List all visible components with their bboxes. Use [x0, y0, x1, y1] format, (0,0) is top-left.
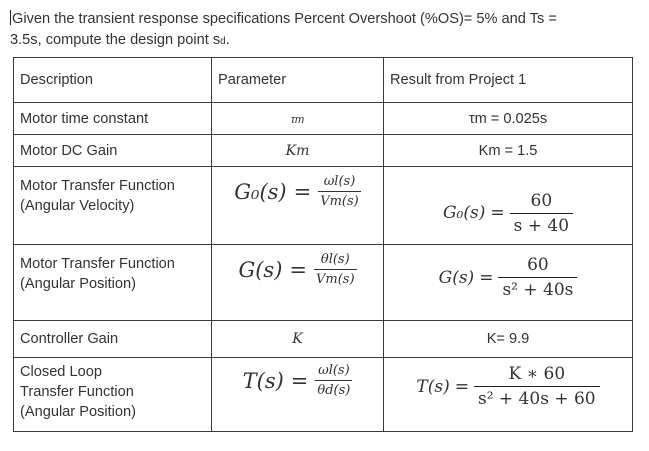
- row-parameter: [212, 167, 384, 245]
- problem-statement: [10, 9, 640, 52]
- table-row: [14, 103, 633, 135]
- row-parameter: [212, 135, 384, 167]
- row-description: Motor DC Gain: [14, 135, 212, 167]
- row-result: [384, 358, 633, 432]
- velocity-tf-result: G₀(s) = $\frac{60}{s + 40}$: [443, 191, 573, 236]
- design-point-subscript: d: [220, 36, 226, 47]
- problem-line-1: Given the transient response specifications Percent Overshoot (%OS)= 5% and Ts =: [12, 11, 557, 27]
- table-row: [14, 135, 633, 167]
- row-parameter: [212, 103, 384, 135]
- velocity-tf-formula: G₀(s) = $\frac{\omega l(s)}{Vm(s)}$: [234, 174, 359, 209]
- row-parameter: [212, 358, 384, 432]
- specifications-table: [13, 57, 633, 432]
- row-result: [384, 167, 633, 245]
- closed-loop-tf-formula: T(s) = $\frac{\omega l(s)}{\theta d(s)}$: [242, 363, 351, 398]
- row-result: τm = 0.025s: [384, 103, 633, 135]
- row-description: Motor time constant: [14, 103, 212, 135]
- closed-loop-tf-result: T(s) = $\frac{K ∗ 60}{\text{s² + 40s + 60}}$: [416, 364, 599, 409]
- row-description: Closed Loop Transfer Function (Angular Position): [14, 358, 212, 432]
- table-row: [14, 358, 633, 432]
- row-parameter: [212, 245, 384, 321]
- header-result: Result from Project 1: [384, 58, 633, 103]
- row-result: K= 9.9: [384, 321, 633, 358]
- text-cursor: [10, 10, 11, 25]
- row-description: Motor Transfer Function (Angular Velocity): [14, 167, 212, 245]
- header-parameter: Parameter: [212, 58, 384, 103]
- km-symbol: Km: [285, 142, 310, 159]
- table-header-row: [14, 58, 633, 103]
- table-row: [14, 167, 633, 245]
- row-result: [384, 245, 633, 321]
- row-description: Controller Gain: [14, 321, 212, 358]
- row-parameter: [212, 321, 384, 358]
- table-row: [14, 321, 633, 358]
- k-symbol: K: [292, 331, 303, 347]
- position-tf-result: G(s) = $\frac{60}{\text{s² + 40s}}$: [439, 255, 578, 300]
- row-description: Motor Transfer Function (Angular Position): [14, 245, 212, 321]
- position-tf-formula: G(s) = $\frac{\theta l(s)}{Vm(s)}$: [238, 252, 355, 287]
- header-description: Description: [14, 58, 212, 103]
- table-row: [14, 245, 633, 321]
- tau-m-symbol: τm: [290, 113, 305, 126]
- row-result: Km = 1.5: [384, 135, 633, 167]
- problem-line-2: 3.5s, compute the design point sd.: [10, 32, 230, 48]
